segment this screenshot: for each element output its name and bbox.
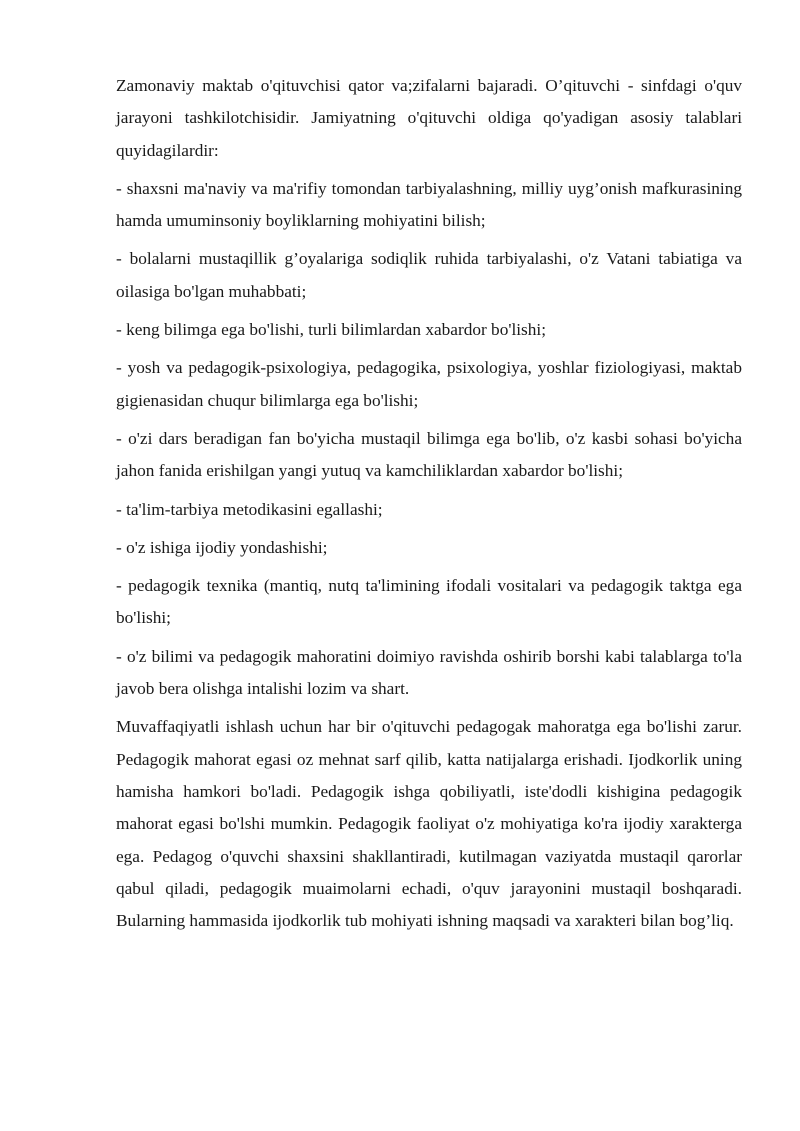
requirement-item: - pedagogik texnika (mantiq, nutq ta'limining ifodali vositalari va pedagogik taktga ega bo'lishi;: [116, 576, 742, 628]
conclusion-paragraph: Muvaffaqiyatli ishlash uchun har bir o'qituvchi pedagogak mahoratga ega bo'lishi zarur. Pedagogik mahorat egasi oz mehnat sarf qilib, katta natijalarga erishadi. Ijodkorlik uning hamisha hamkori bo'ladi. Pedagogik ishga qobiliyatli, iste'dodli kishigina pedagogik mahorat egasi bo'lshi mumkin. Pedagogik faoliyat o'z mohiyatiga ko'ra ijodiy xarakterga ega. Pedagog o'quvchi shaxsini shakllantiradi, kutilmagan vaziyatda mustaqil qarorlar qabul qiladi, pedagogik muaimolarni echadi, o'quv jarayonini mustaqil boshqaradi. Bularning hammasida ijodkorlik tub mohiyati ishning maqsadi va xarakteri bilan bog’liq.: [116, 717, 742, 931]
requirement-item: - o'z bilimi va pedagogik mahoratini doimiyo ravishda oshirib borshi kabi talablarga to'la javob bera olishga intalishi lozim va shart.: [116, 646, 742, 699]
requirement-item: - shaxsni ma'naviy va ma'rifiy tomondan tarbiyalashning, milliy uyg’onish mafkurasining hamda umuminsoniy boyliklarning mohiyatini bilish;: [116, 178, 742, 231]
requirement-item: - keng bilimga ega bo'lishi, turli bilimlardan xabardor bo'lishi;: [116, 320, 547, 340]
intro-paragraph: Zamonaviy maktab o'qituvchisi qator va;zifalarni bajaradi. O’qituvchi - sinfdagi o'quv jarayoni tashkilotchisidir. Jamiyatning o'qituvchi oldiga qo'yadigan asosiy talablari quyidagilardir:: [116, 76, 742, 160]
requirement-item: - yosh va pedagogik-psixologiya, pedagogika, psixologiya, yoshlar fiziologiyasi, maktab gigienasidan chuqur bilimlarga ega bo'lishi;: [116, 358, 742, 410]
document-page: [116, 70, 742, 943]
requirement-item: - bolalarni mustaqillik g’oyalariga sodiqlik ruhida tarbiyalashi, o'z Vatani tabiatiga va oilasiga bo'lgan muhabbati;: [116, 249, 742, 301]
requirement-item: - o'zi dars beradigan fan bo'yicha mustaqil bilimga ega bo'lib, o'z kasbi sohasi bo'yicha jahon fanida erishilgan yangi yutuq va kamchiliklardan xabardor bo'lishi;: [116, 428, 742, 481]
requirement-item: - o'z ishiga ijodiy yondashishi;: [116, 537, 328, 557]
requirement-item: - ta'lim-tarbiya metodikasini egallashi;: [116, 499, 383, 519]
